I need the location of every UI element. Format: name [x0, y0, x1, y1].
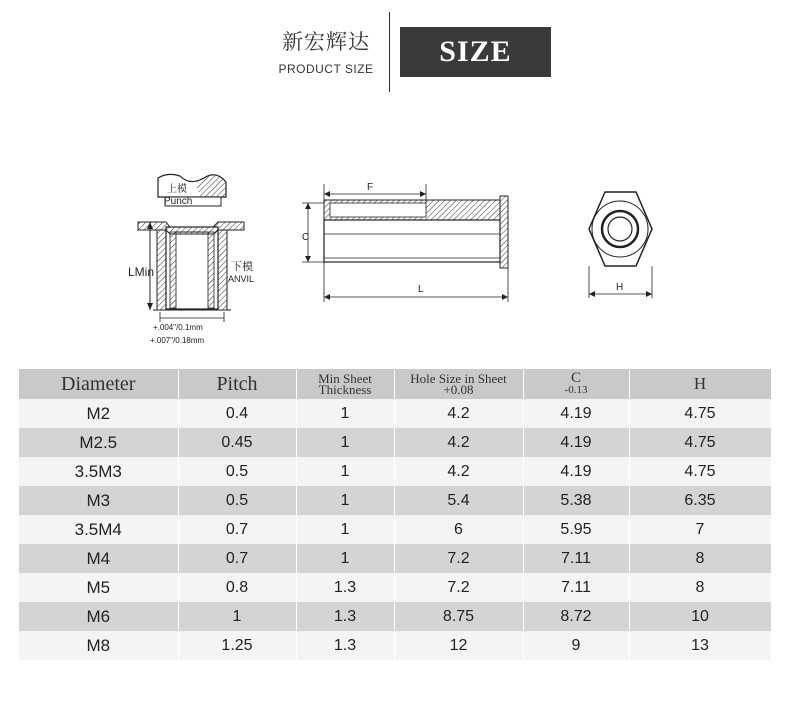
cell-min-sheet: 1 [296, 399, 394, 428]
header-pitch: Pitch [178, 369, 296, 399]
cell-min-sheet: 1.3 [296, 602, 394, 631]
cell-h: 8 [629, 573, 771, 602]
table-body [19, 399, 771, 660]
cell-pitch: 0.5 [178, 486, 296, 515]
cell-min-sheet: 1 [296, 515, 394, 544]
cell-h: 7 [629, 515, 771, 544]
cell-hole-size: 4.2 [394, 428, 523, 457]
cell-hole-size: 5.4 [394, 486, 523, 515]
cell-c: 7.11 [523, 573, 629, 602]
cell-hole-size: 4.2 [394, 457, 523, 486]
cell-min-sheet: 1 [296, 544, 394, 573]
cell-min-sheet: 1 [296, 457, 394, 486]
cell-h: 4.75 [629, 428, 771, 457]
dimension-f-label: F [367, 182, 374, 193]
cell-c: 8.72 [523, 602, 629, 631]
cell-dia: M4 [19, 544, 178, 573]
cell-h: 4.75 [629, 457, 771, 486]
cell-min-sheet: 1.3 [296, 631, 394, 660]
cell-dia: M3 [19, 486, 178, 515]
punch-label-en: Punch [164, 196, 193, 207]
header-min-sheet-line2: Thickness [318, 382, 372, 397]
hex-end-view-drawing [589, 192, 652, 298]
brand-subtitle: PRODUCT SIZE [278, 62, 374, 76]
cell-h: 6.35 [629, 486, 771, 515]
cell-c: 4.19 [523, 457, 629, 486]
table-row [19, 602, 771, 631]
cell-dia: M8 [19, 631, 178, 660]
cell-c: 7.11 [523, 544, 629, 573]
size-spec-table [19, 369, 772, 660]
table-row [19, 544, 771, 573]
cell-pitch: 0.7 [178, 515, 296, 544]
table-row [19, 631, 771, 660]
cell-c: 5.38 [523, 486, 629, 515]
cell-h: 13 [629, 631, 771, 660]
brand-name-cn: 新宏辉达 [282, 30, 370, 54]
tolerance-mm-label: +.007"/0.18mm [150, 336, 205, 345]
cell-c: 9 [523, 631, 629, 660]
cell-min-sheet: 1.3 [296, 573, 394, 602]
cell-h: 4.75 [629, 399, 771, 428]
cell-c: 4.19 [523, 399, 629, 428]
table-row [19, 457, 771, 486]
anvil-label-cn: 下模 [231, 261, 253, 273]
cell-dia: 3.5M3 [19, 457, 178, 486]
cell-c: 4.19 [523, 428, 629, 457]
cell-dia: M2 [19, 399, 178, 428]
cell-min-sheet: 1 [296, 428, 394, 457]
size-badge: SIZE [400, 27, 551, 77]
header-c-line1: C [570, 370, 581, 386]
header-h: H [629, 369, 771, 399]
dimension-l-label: L [418, 284, 424, 295]
installation-section-drawing [128, 174, 254, 345]
cell-dia: 3.5M4 [19, 515, 178, 544]
cell-dia: M5 [19, 573, 178, 602]
table-row [19, 399, 771, 428]
anvil-label-en: ANVIL [228, 274, 255, 284]
header-min-sheet-line1: Min Sheet [318, 371, 372, 386]
cell-pitch: 1 [178, 602, 296, 631]
cell-h: 10 [629, 602, 771, 631]
cell-pitch: 0.4 [178, 399, 296, 428]
header-hole-size-line2: +0.08 [443, 382, 474, 397]
header-c [523, 369, 629, 399]
header-diameter: Diameter [19, 369, 178, 399]
cell-pitch: 0.5 [178, 457, 296, 486]
cell-pitch: 0.8 [178, 573, 296, 602]
table-row [19, 428, 771, 457]
header-hole-size [394, 369, 523, 399]
header-min-sheet [296, 369, 394, 399]
table-header-row [19, 369, 771, 399]
cell-hole-size: 7.2 [394, 544, 523, 573]
lmin-label: LMin [128, 265, 155, 279]
dimension-c-label: C [302, 232, 310, 243]
cell-hole-size: 12 [394, 631, 523, 660]
header-hole-size-line1: Hole Size in Sheet [410, 371, 507, 386]
tolerance-inch-label: +.004"/0.1mm [153, 323, 203, 332]
side-section-drawing [302, 182, 508, 302]
cell-dia: M2.5 [19, 428, 178, 457]
header-c-line2: -0.13 [564, 384, 588, 396]
punch-label-cn: 上模 [167, 184, 187, 195]
table-row [19, 486, 771, 515]
cell-c: 5.95 [523, 515, 629, 544]
table-row [19, 515, 771, 544]
technical-drawing [0, 0, 790, 360]
cell-pitch: 0.7 [178, 544, 296, 573]
cell-dia: M6 [19, 602, 178, 631]
cell-h: 8 [629, 544, 771, 573]
cell-hole-size: 7.2 [394, 573, 523, 602]
cell-hole-size: 6 [394, 515, 523, 544]
cell-pitch: 0.45 [178, 428, 296, 457]
dimension-h-label: H [616, 282, 624, 293]
cell-min-sheet: 1 [296, 486, 394, 515]
cell-hole-size: 8.75 [394, 602, 523, 631]
cell-hole-size: 4.2 [394, 399, 523, 428]
cell-pitch: 1.25 [178, 631, 296, 660]
table-row [19, 573, 771, 602]
